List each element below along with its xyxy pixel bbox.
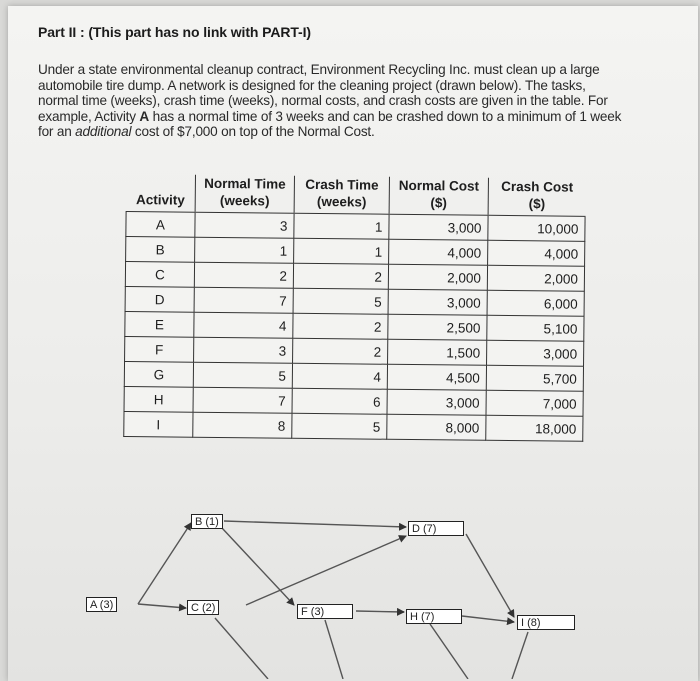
cell-normal-cost: 4,000	[389, 239, 488, 265]
cell-normal-cost: 3,000	[388, 289, 487, 315]
cell-activity: E	[125, 311, 194, 337]
cell-crash-time: 4	[292, 363, 387, 389]
edge-b-f	[222, 528, 294, 605]
cell-activity: F	[125, 336, 194, 362]
cell-normal-time: 7	[194, 287, 293, 313]
edge-a-c	[138, 604, 186, 608]
node-b: B (1)	[191, 514, 223, 529]
additional-emphasis: additional	[75, 124, 132, 139]
cell-crash-time: 5	[293, 288, 388, 314]
cell-activity: D	[125, 286, 194, 312]
cell-activity: G	[124, 361, 193, 387]
cell-activity: C	[125, 262, 194, 288]
node-c: C (2)	[187, 600, 219, 615]
activity-a-emphasis: A	[139, 108, 150, 124]
cell-crash-time: 6	[292, 388, 387, 414]
cell-crash-cost: 10,000	[488, 215, 585, 241]
header-normal-time: Normal Time (weeks)	[195, 175, 294, 214]
edge-i-down	[512, 632, 528, 679]
cell-normal-cost: 3,000	[387, 389, 486, 415]
cell-crash-cost: 5,700	[486, 365, 583, 391]
cell-crash-cost: 6,000	[487, 290, 584, 316]
edge-d-i	[466, 534, 514, 617]
cell-crash-cost: 2,000	[487, 265, 584, 291]
paragraph-line: automobile tire dump. A network is designed for the cleaning project (drawn below). The tasks,	[38, 77, 586, 93]
cell-activity: B	[126, 237, 195, 263]
paragraph-line: normal time (weeks), crash time (weeks), normal costs, and crash costs are given in the table. For	[38, 93, 608, 108]
node-i: I (8)	[517, 615, 575, 630]
cell-activity: I	[124, 411, 193, 437]
cell-normal-time: 3	[195, 212, 294, 238]
cell-crash-cost: 5,100	[487, 315, 584, 341]
cell-normal-cost: 8,000	[387, 414, 486, 440]
cell-normal-time: 8	[193, 412, 292, 438]
edge-f-down	[325, 620, 343, 679]
cell-normal-cost: 2,500	[388, 314, 487, 340]
cell-normal-cost: 1,500	[388, 339, 487, 365]
paragraph-line: Under a state environmental cleanup contract, Environment Recycling Inc. must clean up a large	[38, 62, 600, 77]
node-h: H (7)	[406, 609, 462, 624]
cell-crash-cost: 4,000	[488, 240, 585, 266]
cell-normal-time: 2	[194, 262, 293, 288]
cell-normal-time: 3	[194, 337, 293, 363]
edge-h-down	[430, 624, 468, 679]
node-a: A (3)	[86, 597, 117, 612]
cell-crash-cost: 18,000	[486, 415, 583, 441]
cell-crash-time: 1	[294, 213, 389, 239]
cell-normal-cost: 3,000	[389, 214, 488, 240]
cell-activity: H	[124, 386, 193, 412]
part-label: Part II :	[38, 24, 85, 40]
node-d: D (7)	[408, 521, 464, 536]
header-crash-time: Crash Time (weeks)	[294, 176, 389, 214]
cell-normal-time: 7	[193, 387, 292, 413]
edge-c-d	[246, 536, 406, 605]
part-note: (This part has no link with PART-I)	[88, 24, 311, 40]
cell-crash-time: 2	[293, 338, 388, 364]
cell-normal-cost: 4,500	[387, 364, 486, 390]
cell-crash-cost: 3,000	[487, 340, 584, 366]
edge-c-down	[215, 618, 268, 679]
edge-h-i	[462, 616, 514, 622]
node-f: F (3)	[297, 604, 353, 619]
cell-crash-time: 5	[292, 413, 387, 439]
paragraph-line: example, Activity A has a normal time of 3 weeks and can be crashed down to a minimum of 1 week	[38, 108, 622, 124]
header-normal-cost: Normal Cost ($)	[389, 177, 488, 216]
header-activity: Activity	[126, 174, 195, 212]
cell-crash-cost: 7,000	[486, 390, 583, 416]
cell-crash-time: 2	[293, 313, 388, 339]
edge-b-d	[224, 521, 406, 527]
cell-crash-time: 2	[293, 263, 388, 289]
edge-f-h	[356, 611, 404, 612]
edge-a-b	[138, 523, 191, 604]
cell-normal-time: 4	[194, 312, 293, 338]
header-crash-cost: Crash Cost ($)	[488, 178, 585, 217]
cell-normal-time: 1	[195, 237, 294, 263]
cell-crash-time: 1	[294, 238, 389, 264]
paragraph-line: for an additional cost of $7,000 on top of the Normal Cost.	[38, 124, 375, 139]
cell-normal-time: 5	[193, 362, 292, 388]
cell-activity: A	[126, 212, 195, 238]
cell-normal-cost: 2,000	[388, 264, 487, 290]
